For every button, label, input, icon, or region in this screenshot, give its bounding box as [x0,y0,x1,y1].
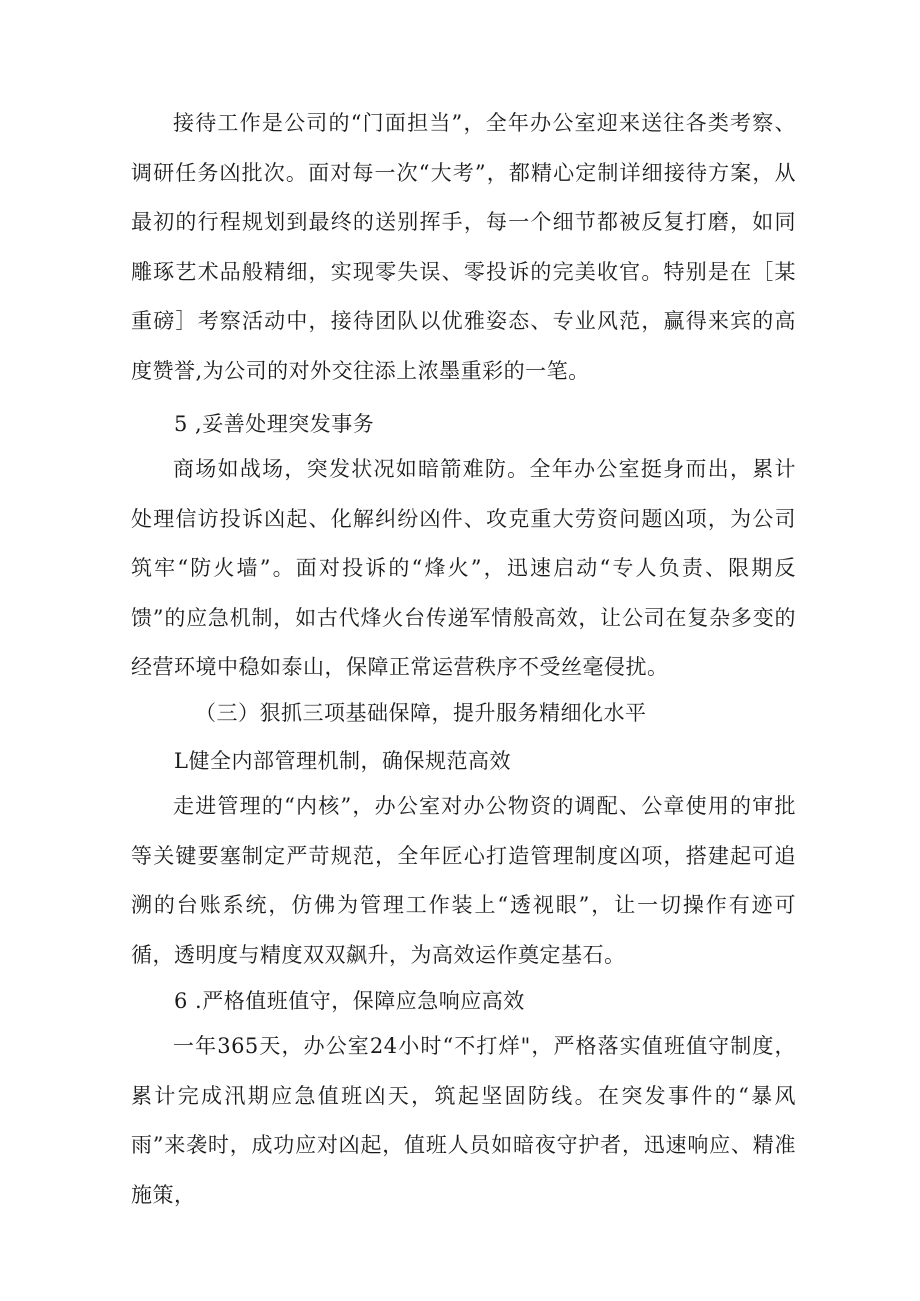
paragraph-management-mechanism: 走进管理的“内核”，办公室对办公物资的调配、公章使用的审批等关键要塞制定严苛规范，全年匠心打造管理制度凶项，搭建起可追溯的台账系统，仿佛为管理工作装上“透视眼”，让一切操作有迹可循，透明度与精度双双飙升，为高效运作奠定基石。 [131,794,796,967]
heading-duty-watch: 6 .严格值班值守，保障应急响应高效 [174,989,525,1013]
heading-internal-management: L健全内部管理机制，确保规范高效 [174,749,511,773]
paragraph-emergency-handling: 商场如战场，突发状况如暗箭难防。全年办公室挺身而出，累计处理信访投诉凶起、化解纠纷凶件、攻克重大劳资问题凶项，为公司筑牢“防火墙”。面对投诉的“烽火”，迅速启动“专人负责、限期反馈”的应急机制，如古代烽火台传递军情般高效，让公司在复杂多变的经营环境中稳如泰山，保障正常运营秩序不受丝毫侵扰。 [131,457,796,679]
paragraph-reception-work: 接待工作是公司的“门面担当”，全年办公室迎来送往各类考察、调研任务凶批次。面对每一次“大考”，都精心定制详细接待方案，从最初的行程规划到最终的送别挥手，每一个细节都被反复打磨，如同雕琢艺术品般精细，实现零失误、零投诉的完美收官。特别是在［某重磅］考察活动中，接待团队以优雅姿态、专业风范，赢得来宾的高度赞誉,为公司的对外交往添上浓墨重彩的一笔。 [131,111,796,383]
heading-handle-emergencies: 5 ,妥善处理突发事务 [174,412,375,436]
paragraph-duty-watch: 一年365天，办公室24小时“不打烊"，严格落实值班值守制度，累计完成汛期应急值班凶天，筑起坚固防线。在突发事件的“暴风雨”来袭时，成功应对凶起，值班人员如暗夜守护者，迅速响应、精准施策， [131,1034,796,1207]
heading-section-three: （三）狠抓三项基础保障，提升服务精细化水平 [195,701,647,725]
